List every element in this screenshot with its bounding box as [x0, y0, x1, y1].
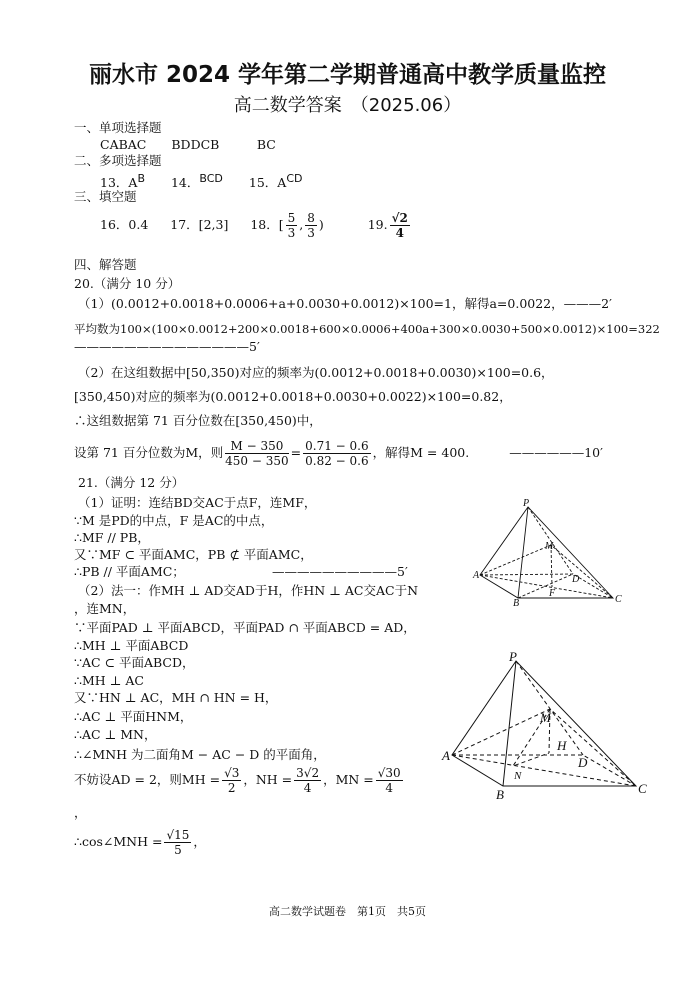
p20-line: （2）在这组数据中[50,350)对应的频率为(0.0012+0.0018+0.0030)×100=0.6，	[78, 365, 554, 380]
section-3-heading: 三、填空题	[74, 189, 137, 204]
equals: =	[290, 445, 302, 460]
q16: 16．0.4	[100, 217, 149, 232]
section-1-answers: CABAC BDDCB BC	[100, 137, 276, 152]
solid-edges	[480, 507, 613, 598]
q13-answer: B	[137, 172, 145, 185]
p21-line: （2）法一：作MH ⊥ AD交AD于H，作HN ⊥ AC交AC于N	[78, 583, 419, 598]
page-footer: 高二数学试题卷 第1页 共5页	[269, 905, 426, 918]
fraction-num: 3√2	[296, 766, 320, 780]
label-m: M	[540, 710, 551, 725]
p21-line: ∴MF // PB，	[74, 530, 150, 545]
section-2-heading: 二、多项选择题	[74, 153, 162, 168]
section-4-heading: 四、解答题	[74, 257, 137, 272]
label-d: D	[578, 755, 588, 770]
page-title: 丽水市 2024 学年第二学期普通高中教学质量监控	[88, 62, 607, 88]
text: ，MN =	[323, 772, 374, 787]
q18-den2: 3	[307, 226, 315, 240]
p20-score: ——————————————5′	[74, 339, 260, 354]
p20-heading: 20.（满分 10 分）	[74, 276, 181, 291]
score: ——————10′	[509, 445, 603, 460]
p21-line: 又∵HN ⊥ AC，MH ∩ HN = H，	[74, 690, 278, 705]
p21-line: ∴MH ⊥ 平面ABCD	[74, 638, 189, 653]
q18: 18．	[250, 217, 279, 232]
fraction-num: √3	[224, 766, 240, 780]
fraction-den: 450 − 350	[225, 454, 289, 468]
p20-line: ∴这组数据第 71 百分位数在[350,450)中，	[74, 413, 322, 428]
text: ∴cos∠MNH =	[74, 834, 163, 849]
section-3-answers: 16．0.4 17．[2,3] 18．[ $\frac{5}{3}$ , $\frac{8}{3}$ ) 19. $\frac{√2}{4}$	[100, 211, 408, 240]
q19-den: 4	[395, 226, 404, 240]
fraction-num: √30	[377, 766, 401, 780]
q19: 19.	[367, 217, 388, 232]
p21-heading: 21.（满分 12 分）	[78, 475, 185, 490]
q18-num2: 8	[307, 211, 315, 225]
label-b: B	[513, 598, 520, 609]
fraction-den: 4	[303, 781, 312, 795]
q19-num: √2	[391, 211, 408, 225]
q15-answer: CD	[286, 172, 303, 185]
p21-line: ∴∠MNH 为二面角M − AC − D 的平面角，	[74, 747, 326, 762]
label-c: C	[638, 781, 647, 796]
p21-line: ∴PB // 平面AMC；	[74, 564, 185, 579]
label-f: F	[549, 588, 556, 599]
text: 不妨设AD = 2，则MH =	[74, 772, 221, 787]
label-n: N	[514, 770, 522, 782]
p21-line: ，连MN，	[74, 601, 136, 616]
label-b: B	[496, 787, 504, 802]
p21-score: ——————————5′	[272, 564, 408, 579]
text: ，解得M = 400.	[372, 445, 470, 460]
fraction-den: 5	[174, 843, 182, 857]
p21-line: ∵AC ⊂ 平面ABCD，	[74, 655, 195, 670]
page-subtitle: 高二数学答案 （2025.06）	[233, 95, 462, 116]
fraction-num: M − 350	[225, 439, 289, 454]
p20-line: 平均数为100×(100×0.0012+200×0.0018+600×0.0006+400a+300×0.0030+500×0.0012)×100=322	[74, 322, 660, 336]
text: 设第 71 百分位数为M，则	[74, 445, 224, 460]
label-a: A	[442, 748, 450, 763]
q18-den1: 3	[287, 226, 296, 240]
p21-line: （1）证明：连结BD交AC于点F，连MF，	[78, 495, 317, 510]
label-m: M	[545, 541, 554, 552]
p21-line: 又∵MF ⊂ 平面AMC，PB ⊄ 平面AMC，	[74, 547, 313, 562]
hidden-edges	[480, 507, 613, 598]
q17: 17．[2,3]	[170, 217, 229, 232]
q13: 13．A	[100, 175, 138, 190]
label-p: P	[509, 649, 517, 664]
p20-line: [350,450)对应的频率为(0.0012+0.0018+0.0030+0.0022)×100=0.82，	[74, 389, 512, 404]
pyramid-figure-1	[472, 498, 622, 609]
p21-line: ∵平面PAD ⊥ 平面ABCD，平面PAD ∩ 平面ABCD = AD，	[74, 620, 416, 635]
label-c: C	[615, 594, 622, 605]
label-a: A	[473, 570, 480, 581]
q15: 15．A	[248, 175, 287, 190]
comma: ，	[74, 805, 87, 820]
p20-line: （1）(0.0012+0.0018+0.0006+a+0.0030+0.0012)×100=1，解得a=0.0022，———2′	[78, 296, 612, 311]
q14-answer: BCD	[199, 172, 223, 185]
p21-line: ∴MH ⊥ AC	[74, 673, 144, 688]
p21-line: ∵M 是PD的中点，F 是AC的中点，	[74, 513, 274, 528]
pyramid-figure-2	[441, 649, 647, 802]
fraction-den: 0.82 − 0.6	[305, 454, 369, 468]
fraction-den: 2	[227, 781, 236, 795]
p21-line: ∴AC ⊥ MN，	[74, 727, 157, 742]
label-p: P	[523, 498, 530, 509]
fraction-num: √15	[166, 828, 190, 842]
q14: 14．	[170, 175, 200, 190]
label-d: D	[572, 574, 580, 585]
text: ，NH =	[243, 772, 293, 787]
text: ，	[193, 834, 206, 849]
label-h: H	[557, 738, 567, 753]
fraction-den: 4	[385, 781, 394, 795]
p21-line: ∴AC ⊥ 平面HNM，	[74, 709, 193, 724]
q18-num1: 5	[287, 211, 296, 225]
section-1-heading: 一、单项选择题	[74, 120, 162, 135]
fraction-num: 0.71 − 0.6	[305, 439, 369, 453]
